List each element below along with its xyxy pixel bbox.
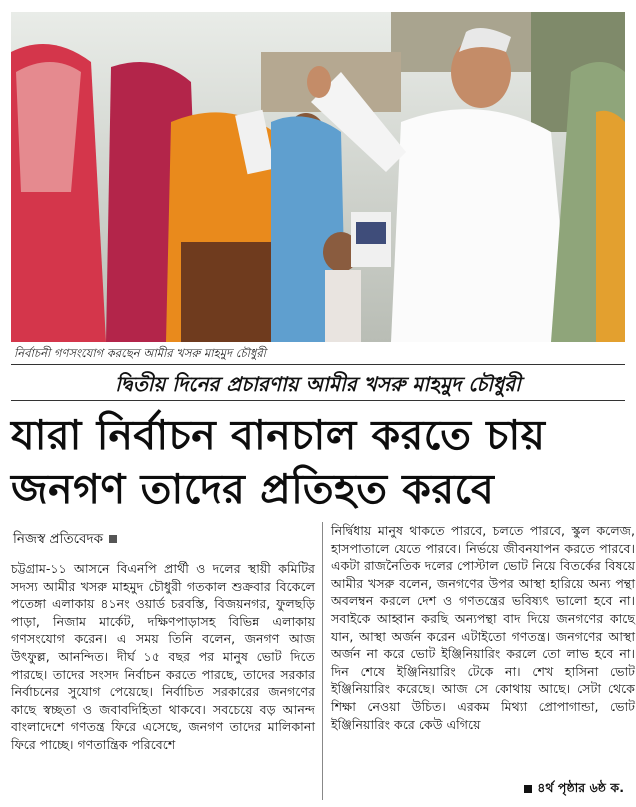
byline-text: নিজস্ব প্রতিবেদক bbox=[13, 531, 104, 547]
photo-caption: নির্বাচনী গণসংযোগ করছেন আমীর খসরু মাহমুদ চৌধুরী bbox=[14, 346, 266, 360]
continuation-marker-icon bbox=[524, 785, 532, 793]
continuation-note bbox=[524, 780, 624, 800]
campaign-crowd-illustration bbox=[11, 12, 625, 342]
article-column-right: নির্দ্বিধায় মানুষ থাকতে পারবে, চলতে পারবে, স্কুল কলেজ, হাসপাতালে যেতে পারবে। নির্ভয়ে জীবনযাপন করতে পারবে। একটা রাজনৈতিক দলের পোস্টাল ভোট নিয়ে বিতর্কের বিষয়ে আমীর খসরু বলেন, জনগণের উপর আস্থা হারিয়ে অন্য পন্থা অবলম্বন করলে দেশ ও গণতন্ত্রের ভবিষ্যৎ ভালো হবে না। সবাইকে আহ্বান করছি অন্যপন্থা বাদ দিয়ে জনগণের কাছে যান, আস্থা অর্জন করেন এটাইতো গণতন্ত্র। জনগণের আস্থা অর্জন না করে ভোট ইঞ্জিনিয়ারিং করলে তো লাভ হবে না। দিন শেষে ইঞ্জিনিয়ারিং টেকে না। শেখ হাসিনা ভোট ইঞ্জিনিয়ারিং করেছে। আজ সে কোথায় আছে। সেটা থেকে শিক্ষা নেওয়া উচিত। এরকম মিথ্যা প্রোপাগান্ডা, ভোট ইঞ্জিনিয়ারিং করে কেউ এগিয়ে bbox=[331, 523, 635, 732]
article-column-left: চট্টগ্রাম-১১ আসনে বিএনপি প্রার্থী ও দলের স্থায়ী কমিটির সদস্য আমীর খসরু মাহমুদ চৌধুরী গতকাল শুক্রবার বিকেলে পতেঙ্গা এলাকায় ৪১নং ওয়ার্ড চরবস্তি, বিজয়নগর, ফুলছড়ি পাড়া, নিজাম মার্কেট, দক্ষিণপাড়াসহ বিভিন্ন এলাকায় গণসংযোগ করেন। এ সময় তিনি বলেন, জনগণ আজ উৎফুল্ল, আনন্দিত। দীর্ঘ ১৫ বছর পর মানুষ ভোট দিতে পারছে। তাদের সংসদ নির্বাচন করতে পারছে, তাদের সরকার নির্বাচনের সুযোগ পেয়েছে। নির্বাচিত সরকারের জনগণের কাছে স্বচ্ছতা ও জবাবদিহিতা থাকবে। সবচেয়ে বড় আনন্দ বাংলাদেশে গণতন্ত্র ফিরে এসেছে, জনগণ তাদের মালিকানা ফিরে পাচ্ছে। গণতান্ত্রিক পরিবেশে bbox=[11, 561, 315, 752]
caption-rule bbox=[11, 364, 625, 365]
subheadline: দ্বিতীয় দিনের প্রচারণায় আমীর খসরু মাহমুদ চৌধুরী bbox=[115, 372, 521, 396]
byline bbox=[13, 528, 117, 551]
byline-marker-icon bbox=[109, 535, 117, 543]
column-divider bbox=[322, 522, 323, 800]
headline-line-1: যারা নির্বাচন বানচাল করতে চায় bbox=[11, 411, 546, 459]
subhead-rule bbox=[11, 400, 625, 401]
news-photo bbox=[11, 12, 625, 342]
headline-line-2: জনগণ তাদের প্রতিহত করবে bbox=[11, 465, 495, 513]
continuation-text: ৪র্থ পৃষ্ঠার ৬ষ্ঠ ক. bbox=[537, 780, 624, 795]
